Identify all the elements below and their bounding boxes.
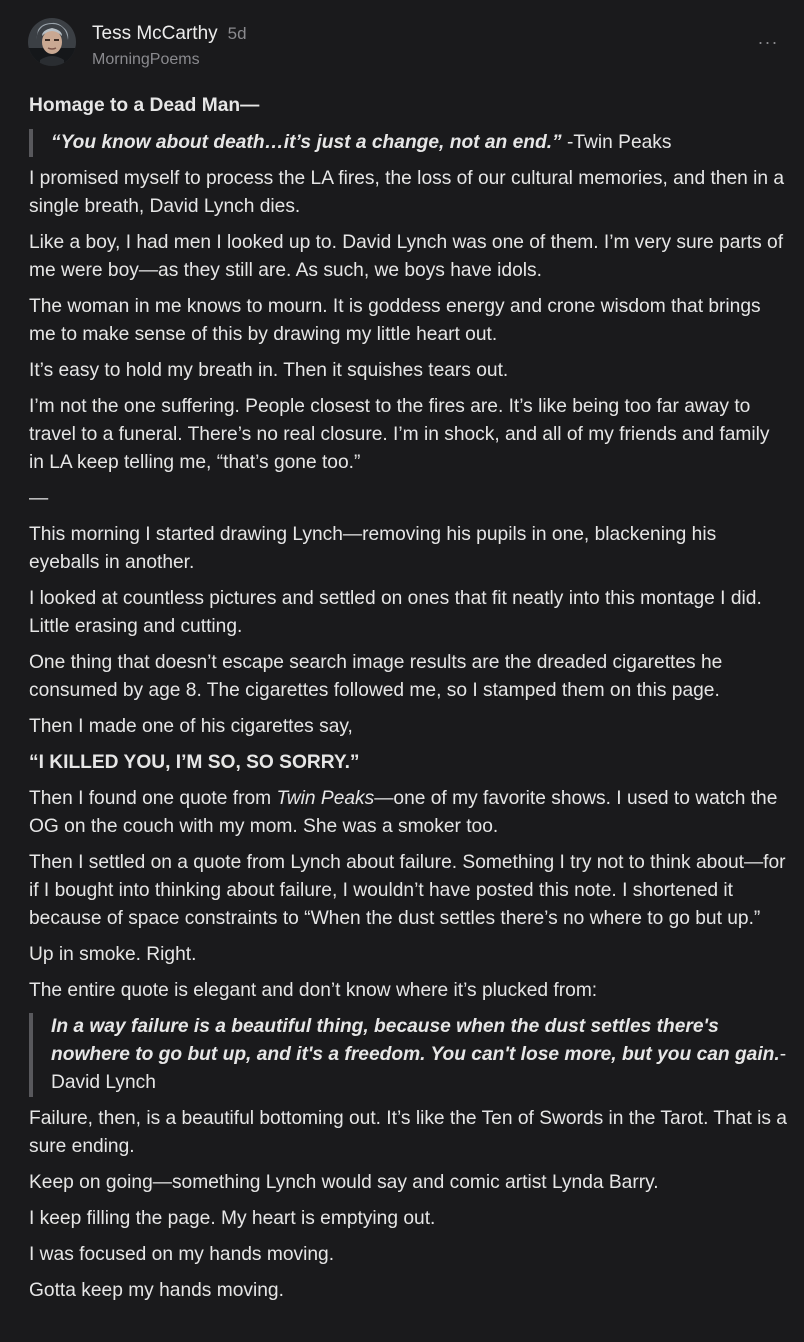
- post-timestamp: 5d: [227, 24, 247, 43]
- blockquote-twin-peaks: [29, 129, 789, 157]
- paragraph: I keep filling the page. My heart is emptying out.: [29, 1208, 436, 1229]
- post-body: [29, 92, 789, 1313]
- paragraph: [29, 785, 789, 841]
- author-name-link[interactable]: Tess McCarthy: [92, 23, 218, 44]
- quote-text: “You know about death…it’s just a change, not an end.”: [51, 132, 562, 153]
- quote-attribution: -David Lynch: [51, 1044, 787, 1093]
- author-name-row: [92, 23, 247, 45]
- paragraph: One thing that doesn’t escape search image results are the dreaded cigarettes he consumed by age 8. The cigarettes followed me, so I stamped them on this page.: [29, 652, 723, 701]
- paragraph: This morning I started drawing Lynch—removing his pupils in one, blackening his eyeballs in another.: [29, 524, 717, 573]
- paragraph: The woman in me knows to mourn. It is goddess energy and crone wisdom that brings me to make sense of this by drawing my little heart out.: [29, 296, 761, 345]
- avatar[interactable]: [28, 18, 76, 66]
- paragraph: The entire quote is elegant and don’t know where it’s plucked from:: [29, 980, 598, 1001]
- paragraph: Keep on going—something Lynch would say and comic artist Lynda Barry.: [29, 1172, 659, 1193]
- paragraph-text: —one of my favorite shows. I used to watch the OG on the couch with my mom. She was a smoker too.: [29, 788, 778, 837]
- post-title: Homage to a Dead Man—: [29, 95, 260, 116]
- blockquote-lynch: [29, 1013, 789, 1097]
- avatar-photo-icon: [28, 18, 76, 66]
- show-title-italic: Twin Peaks: [276, 788, 375, 809]
- paragraph-text: Then I found one quote from: [29, 788, 277, 809]
- paragraph: Gotta keep my hands moving.: [29, 1280, 284, 1301]
- paragraph: Then I made one of his cigarettes say,: [29, 716, 353, 737]
- paragraph: I was focused on my hands moving.: [29, 1244, 335, 1265]
- paragraph: I looked at countless pictures and settled on ones that fit neatly into this montage I did. Little erasing and cutting.: [29, 588, 762, 637]
- quote-attribution: -Twin Peaks: [561, 132, 672, 153]
- paragraph: Then I settled on a quote from Lynch about failure. Something I try not to think about—for if I bought into thinking about failure, I wouldn’t have posted this note. I shortened it because of space constraints to “When the dust settles there’s no where to go but up.”: [29, 852, 786, 929]
- section-divider: —: [29, 488, 49, 509]
- paragraph: Failure, then, is a beautiful bottoming out. It’s like the Ten of Swords in the Tarot. That is a sure ending.: [29, 1108, 787, 1157]
- paragraph: I’m not the one suffering. People closest to the fires are. It’s like being too far away to travel to a funeral. There’s no real closure. I’m in shock, and all of my friends and family in LA keep telling me, “that’s gone too.”: [29, 396, 770, 473]
- paragraph: It’s easy to hold my breath in. Then it squishes tears out.: [29, 360, 509, 381]
- paragraph: I promised myself to process the LA fires, the loss of our cultural memories, and then in a single breath, David Lynch dies.: [29, 168, 785, 217]
- quote-text: In a way failure is a beautiful thing, because when the dust settles there's nowhere to go but up, and it's a freedom. You can't lose more, but you can gain.: [51, 1016, 780, 1065]
- paragraph: Up in smoke. Right.: [29, 944, 197, 965]
- publication-name[interactable]: MorningPoems: [92, 51, 200, 68]
- paragraph-bold: “I KILLED YOU, I’M SO, SO SORRY.”: [29, 752, 360, 773]
- post-header: [28, 18, 782, 74]
- paragraph: Like a boy, I had men I looked up to. David Lynch was one of them. I’m very sure parts of me were boy—as they still are. As such, we boys have idols.: [29, 232, 784, 281]
- more-options-button[interactable]: ···: [757, 32, 779, 52]
